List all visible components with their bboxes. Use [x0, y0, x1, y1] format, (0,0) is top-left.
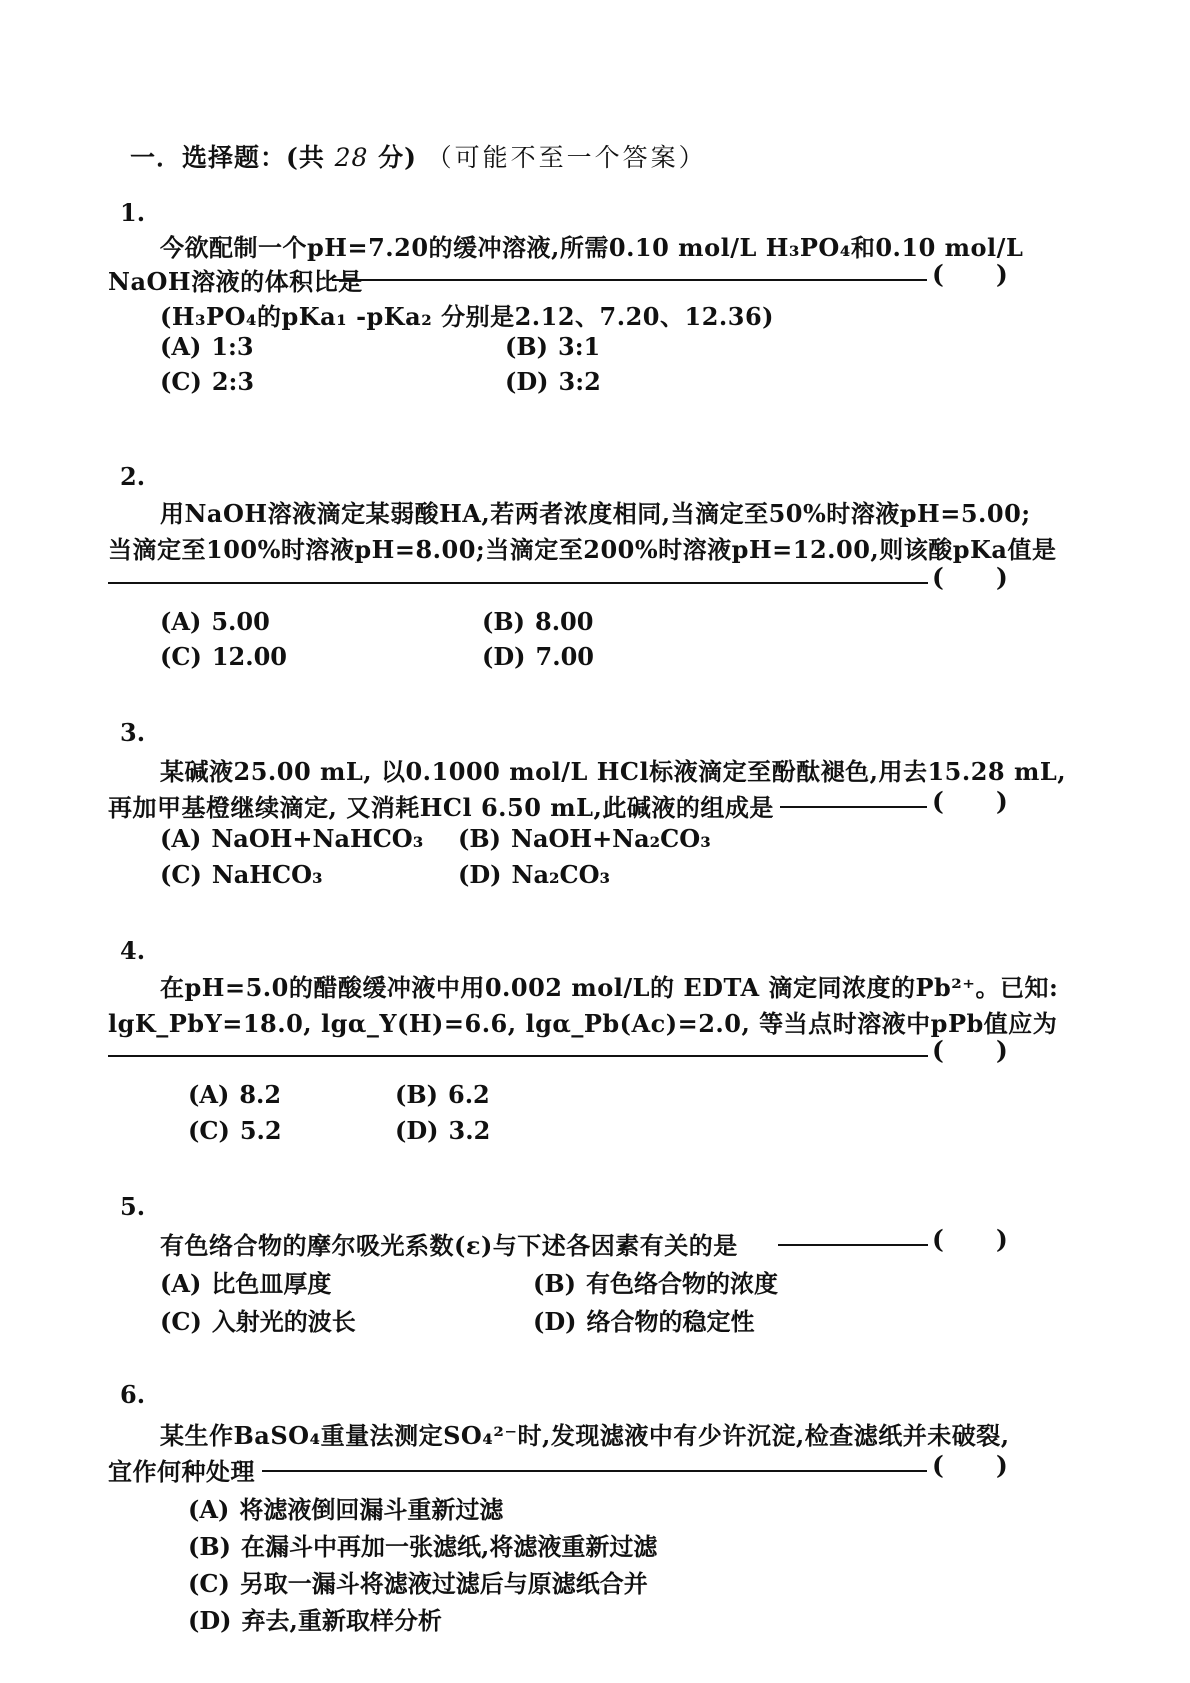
- option-c: (C) 12.00: [160, 642, 287, 671]
- section-score-unit: 分): [378, 143, 417, 172]
- option-a: (A) NaOH+NaHCO₃: [160, 824, 424, 853]
- question-stem-line: 在pH=5.0的醋酸缓冲液中用0.002 mol/L的 EDTA 滴定同浓度的Pb²⁺。已知:: [160, 973, 1059, 1002]
- option-b: (B) NaOH+Na₂CO₃: [458, 824, 711, 853]
- section-note: （可能不至一个答案）: [426, 143, 707, 172]
- answer-leader-line: [262, 1470, 927, 1472]
- question-stem-line: NaOH溶液的体积比是: [108, 267, 363, 296]
- option-b: (B) 8.00: [482, 607, 594, 636]
- answer-leader-line: [108, 1055, 928, 1057]
- option-d: (D) 络合物的稳定性: [533, 1307, 755, 1336]
- section-title: [130, 138, 707, 174]
- answer-blank: ( ): [932, 563, 1008, 592]
- answer-leader-line: [778, 1244, 928, 1246]
- option-a: (A) 8.2: [188, 1080, 282, 1109]
- option-b: (B) 有色络合物的浓度: [533, 1269, 778, 1298]
- option-b: (B) 6.2: [395, 1080, 490, 1109]
- section-title-text: 一．选择题：(共: [130, 143, 325, 172]
- option-c: (C) 另取一漏斗将滤液过滤后与原滤纸合并: [188, 1569, 648, 1598]
- answer-blank: ( ): [932, 787, 1008, 816]
- option-c: (C) 2:3: [160, 367, 255, 396]
- question-number: 3.: [120, 718, 146, 747]
- question-number: 5.: [120, 1192, 146, 1221]
- answer-leader-line: [108, 582, 928, 584]
- answer-blank: ( ): [932, 1036, 1008, 1065]
- question-stem-line: 今欲配制一个pH=7.20的缓冲溶液,所需0.10 mol/L H₃PO₄和0.10 mol/L: [160, 233, 1024, 262]
- option-a: (A) 1:3: [160, 332, 254, 361]
- option-c: (C) NaHCO₃: [160, 860, 323, 889]
- answer-leader-line: [780, 806, 927, 808]
- option-d: (D) 7.00: [482, 642, 594, 671]
- option-d: (D) 3:2: [505, 367, 601, 396]
- option-d: (D) 3.2: [395, 1116, 491, 1145]
- question-stem-note: (H₃PO₄的pKa₁ -pKa₂ 分别是2.12、7.20、12.36): [160, 302, 774, 331]
- question-stem-line: 某碱液25.00 mL, 以0.1000 mol/L HCl标液滴定至酚酞褪色,用去15.28 mL,: [160, 757, 1067, 786]
- question-number: 4.: [120, 936, 146, 965]
- option-a: (A) 比色皿厚度: [160, 1269, 332, 1298]
- question-stem-line: 某生作BaSO₄重量法测定SO₄²⁻时,发现滤液中有少许沉淀,检查滤纸并未破裂,: [160, 1421, 1010, 1450]
- answer-blank: ( ): [932, 260, 1008, 289]
- question-stem-line: lgK_PbY=18.0, lgα_Y(H)=6.6, lgα_Pb(Ac)=2.0, 等当点时溶液中pPb值应为: [108, 1009, 1058, 1038]
- option-c: (C) 5.2: [188, 1116, 282, 1145]
- question-stem-line: 宜作何种处理: [108, 1457, 255, 1486]
- option-a: (A) 5.00: [160, 607, 270, 636]
- option-c: (C) 入射光的波长: [160, 1307, 356, 1336]
- question-number: 1.: [120, 198, 146, 227]
- option-d: (D) Na₂CO₃: [458, 860, 611, 889]
- answer-blank: ( ): [932, 1225, 1008, 1254]
- question-stem-line: 有色络合物的摩尔吸光系数(ε)与下述各因素有关的是: [160, 1231, 738, 1260]
- option-b: (B) 在漏斗中再加一张滤纸,将滤液重新过滤: [188, 1532, 658, 1561]
- option-d: (D) 弃去,重新取样分析: [188, 1606, 442, 1635]
- option-b: (B) 3:1: [505, 332, 601, 361]
- question-number: 6.: [120, 1380, 146, 1409]
- question-stem-line: 当滴定至100%时溶液pH=8.00;当滴定至200%时溶液pH=12.00,则该酸pKa值是: [108, 535, 1057, 564]
- answer-leader-line: [332, 279, 927, 281]
- section-score: 28: [334, 143, 369, 172]
- option-a: (A) 将滤液倒回漏斗重新过滤: [188, 1495, 504, 1524]
- question-number: 2.: [120, 462, 146, 491]
- question-stem-line: 再加甲基橙继续滴定, 又消耗HCl 6.50 mL,此碱液的组成是: [108, 793, 774, 822]
- answer-blank: ( ): [932, 1451, 1008, 1480]
- question-stem-line: 用NaOH溶液滴定某弱酸HA,若两者浓度相同,当滴定至50%时溶液pH=5.00;: [160, 499, 1031, 528]
